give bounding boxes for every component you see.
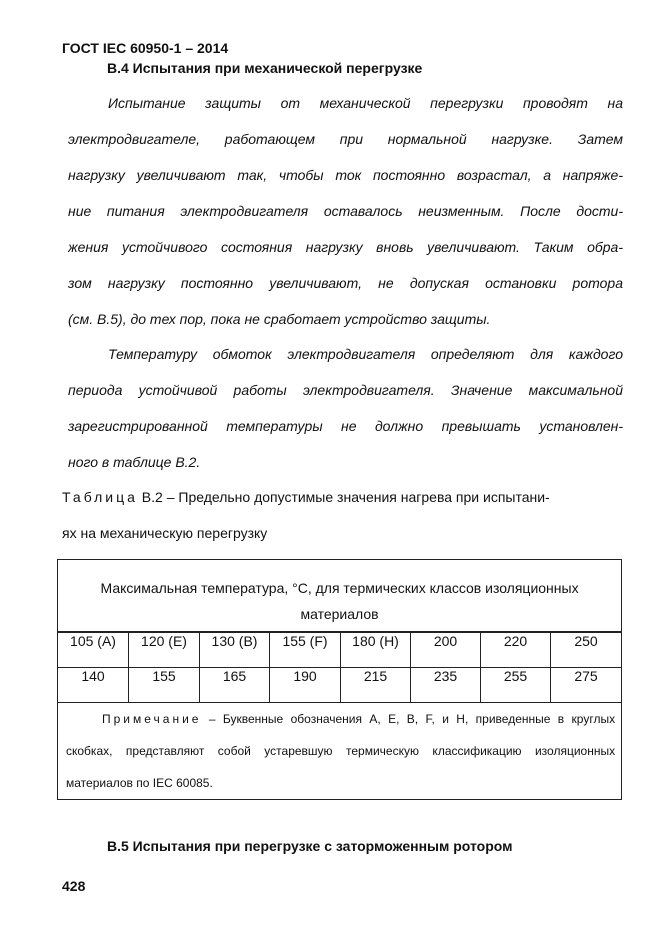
table-cell: 155 <box>129 668 200 703</box>
table-header-line1: Максимальная температура, °С, для термических классов изоляционных <box>58 560 622 597</box>
table-cell: 120 (E) <box>129 632 200 668</box>
paragraph-line: нагрузку увеличивают так, чтобы ток постоянно возрастал, а напряже- <box>68 167 623 183</box>
table-cell: 155 (F) <box>270 632 341 668</box>
table-cell: 235 <box>411 668 481 703</box>
table-cell: 180 (H) <box>341 632 411 668</box>
table-cell: 255 <box>481 668 551 703</box>
paragraph-line: электродвигателе, работающем при нормальной нагрузке. Затем <box>68 131 623 147</box>
table-cell: 200 <box>411 632 481 668</box>
paragraph-line: Испытание защиты от механической перегрузки проводят на <box>108 95 623 111</box>
table-note <box>58 703 622 800</box>
paragraph-line: жения устойчивого состояния нагрузку вновь увеличивают. Таким обра- <box>68 239 623 255</box>
table-cell: 105 (A) <box>58 632 129 668</box>
temperature-limits-table <box>57 559 622 800</box>
page-number: 428 <box>62 878 86 894</box>
table-caption-continued: ях на механическую перегрузку <box>62 525 268 541</box>
table-cell: 250 <box>551 632 622 668</box>
paragraph-line: (см. В.5), до тех пор, пока не сработает устройство защиты. <box>68 311 491 327</box>
document-header: ГОСТ IEC 60950-1 – 2014 <box>62 40 229 56</box>
table-caption-label: Таблица <box>62 489 138 505</box>
paragraph-line: ние питания электродвигателя оставалось неизменным. После дости- <box>68 203 623 219</box>
paragraph-line: периода устойчивой работы электродвигателя. Значение максимальной <box>68 382 623 398</box>
section-heading-b4: В.4 Испытания при механической перегрузке <box>107 60 423 76</box>
table-cell: 215 <box>341 668 411 703</box>
section-heading-b5: В.5 Испытания при перегрузке с заторможенным ротором <box>107 838 513 854</box>
table-caption <box>62 489 550 505</box>
table-row-temperatures <box>58 668 622 703</box>
table-cell: 275 <box>551 668 622 703</box>
table-row-classes <box>58 632 622 668</box>
table-note-text: – Буквенные обозначения А, Е, В, F, и Н, приведенные в круглых скобках, представляют собой устаревшую термическую классификацию изоляционных материалов по IEC 60085. <box>66 712 616 790</box>
paragraph-line: зарегистрированной температуры не должно превышать установлен- <box>68 418 623 434</box>
paragraph-line: Температуру обмоток электродвигателя определяют для каждого <box>108 346 623 362</box>
table-note-label: Примечание <box>102 712 202 726</box>
table-cell: 140 <box>58 668 129 703</box>
table-caption-text: В.2 – Предельно допустимые значения нагрева при испытани- <box>137 489 550 505</box>
table-cell: 220 <box>481 632 551 668</box>
table-cell: 190 <box>270 668 341 703</box>
paragraph-line: ного в таблице В.2. <box>68 454 201 470</box>
table-cell: 130 (B) <box>200 632 270 668</box>
table-header-line2: материалов <box>58 596 622 632</box>
paragraph-line: зом нагрузку постоянно увеличивают, не допуская остановки ротора <box>68 275 623 291</box>
table-cell: 165 <box>200 668 270 703</box>
